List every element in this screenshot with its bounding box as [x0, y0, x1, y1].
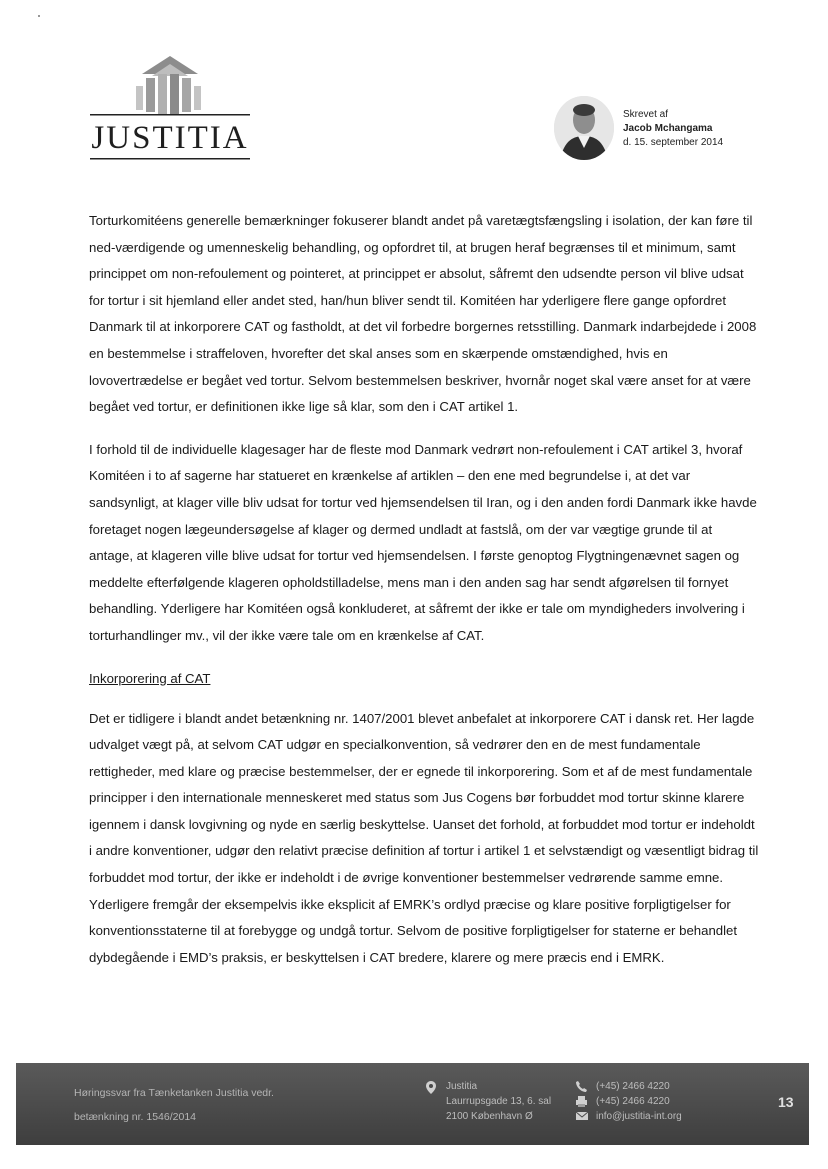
paragraph-3: Det er tidligere i blandt andet betænkning nr. 1407/2001 blevet anbefalet at inkorporere CAT i dansk ret. Her lagde udvalget vægt på, at selvom CAT udgør en specialkonvention, så vedrører den en de mest fundamentale rettigheder, med klare og præcise bestemmelser, der er egnede til inkorporering. Som et af de mest fundamentale principper i den internationale menneskeret med status som Jus Cogens bør forbuddet mod tortur skinne klarere igennem i dansk lovgivning og nyde en særlig beskyttelse. Uanset det forhold, at forbuddet mod tortur er indeholdt i andre konventioner, udgør den relativt præcise definition af tortur i artikel 1 et selvstændigt og væsentligt bidrag til forbuddet mod tortur, der ikke er indeholdt i de øvrige konventioner bestemmelser vedrørende samme emne. Yderligere fremgår der eksempelvis ikke eksplicit af EMRK’s ordlyd præcise og klare positive forpligtigelser for konventionsstaterne til at forebygge og undgå tortur. Selvom de positive forpligtigelser for staterne er behandlet dybdegående i EMD’s praksis, er beskyttelsen i CAT bredere, klarere og mere præcis end i EMRK. — [89, 710, 759, 965]
logo-wordmark: JUSTITIA — [91, 120, 249, 156]
footer-phone: (+45) 2466 4220 — [596, 1081, 670, 1092]
phone-icon — [576, 1081, 587, 1092]
footer-email: info@justitia-int.org — [596, 1111, 682, 1122]
document-body — [89, 208, 759, 987]
section-heading: Inkorporering af CAT — [89, 670, 211, 686]
author-portrait-icon — [554, 96, 614, 160]
footer-address-2: 2100 København Ø — [446, 1111, 533, 1122]
fax-icon — [576, 1096, 587, 1107]
author-block — [548, 96, 808, 166]
footer-fax: (+45) 2466 4220 — [596, 1096, 670, 1107]
footer-doc-title: Høringssvar fra Tænketanken Justitia vedr. — [74, 1087, 274, 1099]
written-by-label: Skrevet af — [623, 109, 669, 120]
page-footer — [16, 1063, 809, 1145]
email-icon — [576, 1111, 588, 1121]
author-date: d. 15. september 2014 — [623, 137, 724, 148]
author-name: Jacob Mchangama — [623, 123, 713, 134]
paragraph-2: I forhold til de individuelle klagesager har de fleste mod Danmark vedrørt non-refoulement i CAT artikel 3, hvoraf Komitéen i to af sagerne har statueret en krænkelse af artiklen – den ene med begrundelse i, at det var sandsynligt, at klager ville bliv udsat for tortur ved hjemsendelsen til Iran, og i den anden fordi Danmark ikke havde foretaget nogen lægeundersøgelse af klager og dermed undladt at fastslå, om der var vægtige grunde til at antage, at klageren ville blive udsat for tortur ved hjemsendelsen. I første genoptog Flygtningenævnet sagen og meddelte efterfølgende klageren opholdstilladelse, mens man i den anden sag har sendt afgørelsen til fornyet behandling. Yderligere har Komitéen også konkluderet, at såfremt der ikke er tale om myndigheders involvering i torturhandlinger mv., vil der ikke være tale om en krænkelse af CAT. — [89, 441, 757, 643]
footer-org: Justitia — [446, 1081, 478, 1092]
paragraph-1: Torturkomitéens generelle bemærkninger fokuserer blandt andet på varetægtsfængsling i isolation, der kan føre til ned-værdigende og umenneskelig behandling, og opfordret til, at brugen heraf begrænses til et minimum, samt princippet om non-refoulement og pointeret, at princippet er absolut, såfremt den udsendte person vil blive udsat for tortur i sit hjemland eller andet sted, han/hun bliver sendt til. Komitéen har yderligere flere gange opfordret Danmark til at inkorporere CAT og fastholdt, at det vil forbedre borgernes retsstilling. Danmark indarbejdede i 2008 en bestemmelse i straffeloven, hvorefter det skal anses som en skærpende omstændighed, hvis en lovovertrædelse er begået ved tortur. Selvom bestemmelsen beskriver, hvornår noget skal være anset for at være begået ved tortur, er definitionen ikke lige så klar, som den i CAT artikel 1. — [89, 213, 757, 415]
location-pin-icon — [426, 1081, 436, 1094]
page-number: 13 — [778, 1094, 794, 1110]
scan-speck — [38, 15, 40, 17]
footer-address-1: Laurrupsgade 13, 6. sal — [446, 1096, 552, 1107]
avatar — [554, 96, 614, 160]
justitia-logo — [86, 52, 256, 162]
footer-doc-subtitle: betænkning nr. 1546/2014 — [74, 1111, 197, 1123]
